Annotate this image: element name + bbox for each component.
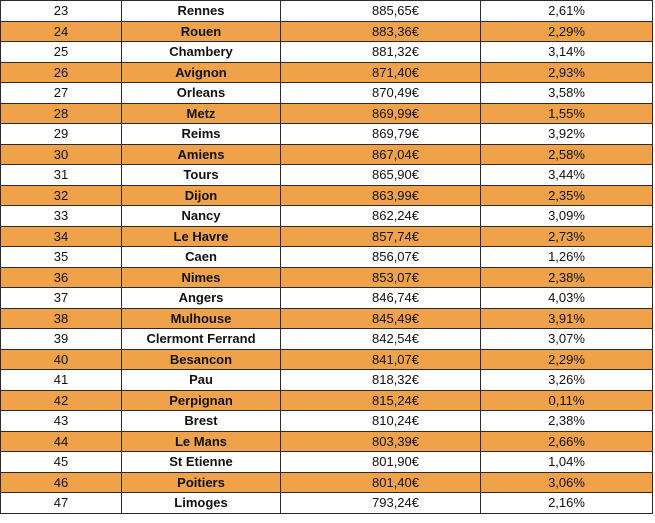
table-row	[1, 390, 653, 411]
table-body	[1, 1, 653, 514]
city-cell: Clermont Ferrand	[122, 329, 281, 350]
price-cell: 810,24€	[281, 411, 481, 432]
city-cell: Dijon	[122, 185, 281, 206]
city-cell: Reims	[122, 124, 281, 145]
table-row	[1, 247, 653, 268]
price-cell: 853,07€	[281, 267, 481, 288]
rank-cell: 30	[1, 144, 122, 165]
price-cell: 865,90€	[281, 165, 481, 186]
price-cell: 845,49€	[281, 308, 481, 329]
table-row	[1, 370, 653, 391]
percent-cell: 2,29%	[481, 21, 653, 42]
city-cell: Le Mans	[122, 431, 281, 452]
percent-cell: 2,61%	[481, 1, 653, 22]
table-row	[1, 349, 653, 370]
percent-cell: 3,91%	[481, 308, 653, 329]
percent-cell: 2,66%	[481, 431, 653, 452]
city-cell: Metz	[122, 103, 281, 124]
city-cell: Avignon	[122, 62, 281, 83]
table-row	[1, 83, 653, 104]
percent-cell: 3,44%	[481, 165, 653, 186]
price-cell: 869,79€	[281, 124, 481, 145]
rank-cell: 33	[1, 206, 122, 227]
table-row	[1, 411, 653, 432]
city-cell: Chambery	[122, 42, 281, 63]
price-cell: 801,90€	[281, 452, 481, 473]
table-row	[1, 329, 653, 350]
table-row	[1, 1, 653, 22]
table-row	[1, 103, 653, 124]
rank-cell: 32	[1, 185, 122, 206]
city-cell: Tours	[122, 165, 281, 186]
rank-cell: 47	[1, 493, 122, 514]
table-row	[1, 42, 653, 63]
price-cell: 867,04€	[281, 144, 481, 165]
table-row	[1, 226, 653, 247]
table-row	[1, 267, 653, 288]
rank-cell: 41	[1, 370, 122, 391]
rank-cell: 28	[1, 103, 122, 124]
table-row	[1, 21, 653, 42]
rank-cell: 29	[1, 124, 122, 145]
percent-cell: 3,14%	[481, 42, 653, 63]
percent-cell: 2,73%	[481, 226, 653, 247]
price-cell: 841,07€	[281, 349, 481, 370]
rank-cell: 25	[1, 42, 122, 63]
table-row	[1, 308, 653, 329]
price-cell: 818,32€	[281, 370, 481, 391]
city-cell: Perpignan	[122, 390, 281, 411]
percent-cell: 2,35%	[481, 185, 653, 206]
price-cell: 856,07€	[281, 247, 481, 268]
percent-cell: 1,26%	[481, 247, 653, 268]
rank-cell: 46	[1, 472, 122, 493]
city-cell: Nancy	[122, 206, 281, 227]
city-cell: Poitiers	[122, 472, 281, 493]
percent-cell: 0,11%	[481, 390, 653, 411]
price-cell: 869,99€	[281, 103, 481, 124]
price-cell: 842,54€	[281, 329, 481, 350]
percent-cell: 3,09%	[481, 206, 653, 227]
percent-cell: 2,38%	[481, 411, 653, 432]
city-cell: Besancon	[122, 349, 281, 370]
city-cell: Limoges	[122, 493, 281, 514]
price-cell: 883,36€	[281, 21, 481, 42]
rank-cell: 24	[1, 21, 122, 42]
city-cell: Caen	[122, 247, 281, 268]
rank-cell: 36	[1, 267, 122, 288]
city-cell: Angers	[122, 288, 281, 309]
rank-cell: 38	[1, 308, 122, 329]
price-cell: 871,40€	[281, 62, 481, 83]
percent-cell: 4,03%	[481, 288, 653, 309]
table-row	[1, 144, 653, 165]
rank-cell: 42	[1, 390, 122, 411]
table-row	[1, 288, 653, 309]
table-row	[1, 493, 653, 514]
city-cell: St Etienne	[122, 452, 281, 473]
table-row	[1, 185, 653, 206]
city-cell: Pau	[122, 370, 281, 391]
price-cell: 846,74€	[281, 288, 481, 309]
city-cell: Mulhouse	[122, 308, 281, 329]
price-cell: 870,49€	[281, 83, 481, 104]
percent-cell: 3,07%	[481, 329, 653, 350]
percent-cell: 3,26%	[481, 370, 653, 391]
rank-cell: 40	[1, 349, 122, 370]
rank-cell: 23	[1, 1, 122, 22]
percent-cell: 2,38%	[481, 267, 653, 288]
price-cell: 803,39€	[281, 431, 481, 452]
percent-cell: 1,04%	[481, 452, 653, 473]
rank-cell: 44	[1, 431, 122, 452]
city-cell: Nimes	[122, 267, 281, 288]
city-cell: Amiens	[122, 144, 281, 165]
price-cell: 885,65€	[281, 1, 481, 22]
city-cell: Orleans	[122, 83, 281, 104]
table-row	[1, 452, 653, 473]
rank-cell: 43	[1, 411, 122, 432]
price-cell: 862,24€	[281, 206, 481, 227]
price-cell: 793,24€	[281, 493, 481, 514]
table-row	[1, 124, 653, 145]
percent-cell: 3,92%	[481, 124, 653, 145]
rank-cell: 34	[1, 226, 122, 247]
percent-cell: 3,06%	[481, 472, 653, 493]
price-cell: 801,40€	[281, 472, 481, 493]
percent-cell: 2,29%	[481, 349, 653, 370]
table-row	[1, 431, 653, 452]
city-cell: Rouen	[122, 21, 281, 42]
rank-cell: 39	[1, 329, 122, 350]
table-row	[1, 62, 653, 83]
rank-cell: 26	[1, 62, 122, 83]
table-row	[1, 206, 653, 227]
rank-cell: 45	[1, 452, 122, 473]
rank-cell: 31	[1, 165, 122, 186]
rank-cell: 35	[1, 247, 122, 268]
table-row	[1, 472, 653, 493]
city-cell: Brest	[122, 411, 281, 432]
percent-cell: 2,93%	[481, 62, 653, 83]
price-cell: 815,24€	[281, 390, 481, 411]
percent-cell: 2,16%	[481, 493, 653, 514]
rank-cell: 27	[1, 83, 122, 104]
price-cell: 881,32€	[281, 42, 481, 63]
percent-cell: 2,58%	[481, 144, 653, 165]
percent-cell: 3,58%	[481, 83, 653, 104]
rank-cell: 37	[1, 288, 122, 309]
price-cell: 863,99€	[281, 185, 481, 206]
city-cell: Rennes	[122, 1, 281, 22]
table-row	[1, 165, 653, 186]
price-cell: 857,74€	[281, 226, 481, 247]
city-cell: Le Havre	[122, 226, 281, 247]
percent-cell: 1,55%	[481, 103, 653, 124]
